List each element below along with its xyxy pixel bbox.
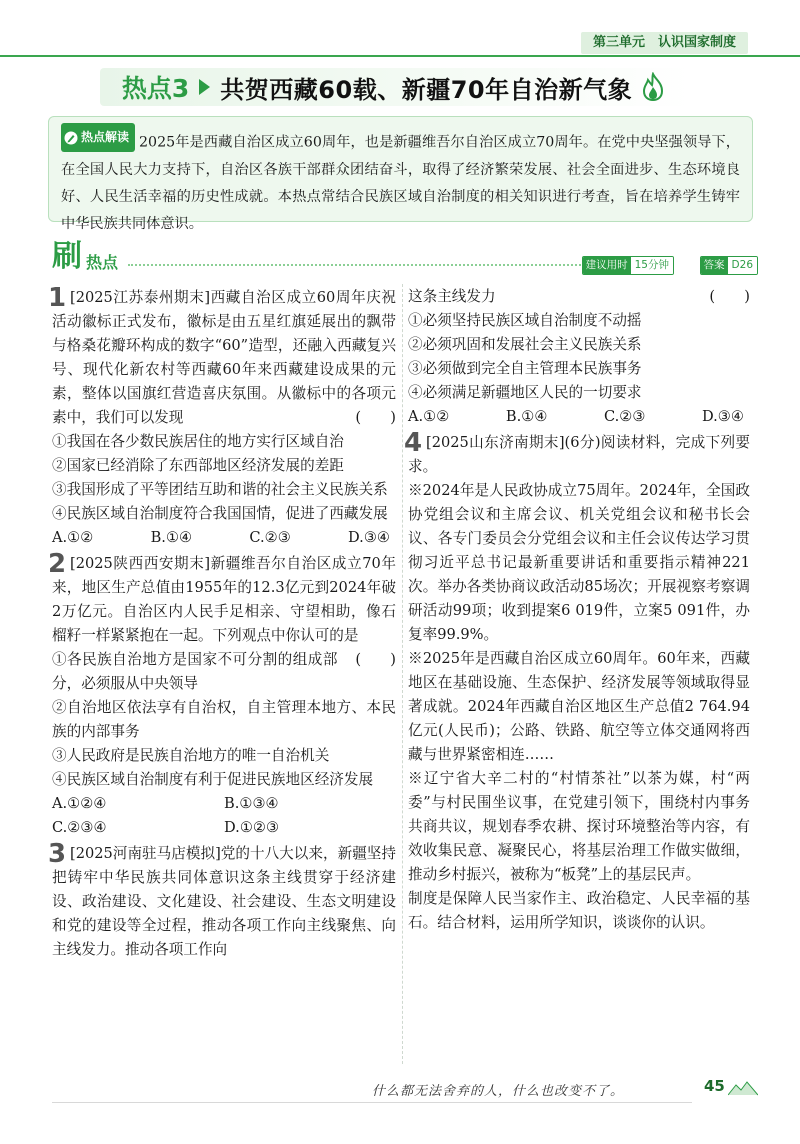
question-number: 2 (48, 549, 67, 579)
page-number: 45 (704, 1077, 725, 1095)
option-a[interactable]: A.①② (52, 529, 94, 546)
question-1 (48, 283, 396, 550)
material-2: ※2025年是西藏自治区成立60周年。60年来，西藏地区在基础设施、生态保护、经济发展等领域取得显著成就。2024年西藏自治区地区生产总值2 764.94亿元(人民币)；公路、铁路、航空等立体交通网将西藏与世界紧密相连…… (408, 650, 750, 763)
answer-bracket: ( ) (355, 409, 396, 426)
intro-tag (61, 123, 135, 152)
question-stem: [2025江苏泰州期末]西藏自治区成立60周年庆祝活动徽标正式发布，徽标是由五星红旗延展出的飘带与格桑花瓣环构成的数字“60”造型，还融入西藏复兴号、现代化新农村等西藏60年来西藏建设成果的元素，整体以国旗红营造喜庆氛围。从徽标中的各项元素中，我们可以发现 (52, 289, 396, 426)
statement: ③人民政府是民族自治地方的唯一自治机关 (52, 747, 330, 764)
question-stem: [2025河南驻马店模拟]党的十八大以来，新疆坚持把铸牢中华民族共同体意识这条主线贯穿于经济建设、政治建设、文化建设、社会建设、生态文明建设和党的建设等全过程，推动各项工作向主线聚焦、向主线发力。推动各项工作向 (52, 845, 396, 958)
material-3: ※辽宁省大辛二村的“村情茶社”以茶为媒，村“两委”与村民围坐议事，在党建引领下，围绕村内事务共商共议，规划春季农耕、探讨环境整治等内容，有效收集民意、凝聚民心，将基层治理工作做实做细，推动乡村振兴，被称为“板凳”上的基层民声。 (408, 770, 750, 883)
option-d[interactable]: D.③④ (348, 529, 390, 546)
question-4 (404, 428, 750, 935)
statement: ②自治地区依法享有自治权，自主管理本地方、本民族的内部事务 (52, 699, 396, 740)
intro-text: 2025年是西藏自治区成立60周年，也是新疆维吾尔自治区成立70周年。在党中央坚强领导下，在全国人民大力支持下，自治区各族干部群众团结奋斗，取得了经济繁荣发展、社会全面进步、生态环境良好、人民生活幸福的历史性成就。本热点常结合民族区域自治制度的相关知识进行考查，旨在培养学生铸牢中华民族共同体意识。 (61, 134, 740, 232)
statement: ①我国在各少数民族居住的地方实行区域自治 (52, 433, 344, 450)
answer-bracket: ( ) (355, 651, 396, 668)
title-text: 共贺西藏60载、新疆70年自治新气象 (220, 75, 633, 104)
option-c[interactable]: C.②③ (603, 408, 646, 425)
footer-quote: 什么都无法舍弃的人，什么也改变不了。 (372, 1084, 625, 1099)
question-number: 1 (48, 283, 67, 313)
question-stem: [2025陕西西安期末]新疆维吾尔自治区成立70年来，地区生产总值由1955年的12.3亿元到2024年破2万亿元。自治区内人民手足相亲、守望相助，像石榴籽一样紧紧抱在一起。下列观点中你认可的是 (52, 555, 396, 644)
question-stem-continued: 这条主线发力 (408, 288, 496, 305)
option-c[interactable]: C.②③ (249, 529, 291, 546)
section-head (52, 240, 758, 274)
statement: ④必须满足新疆地区人民的一切要求 (408, 384, 642, 401)
left-column (48, 283, 396, 962)
option-b[interactable]: B.①④ (505, 408, 548, 425)
answer-ref: 答案 D26 (700, 256, 758, 275)
question-3 (48, 839, 396, 962)
intro-tag-label: 热点解读 (81, 130, 130, 144)
footer-rule (52, 1102, 692, 1103)
material-1: ※2024年是人民政协成立75周年。2024年，全国政协党组会议和主席会议、机关党组会议和秘书长会议、各专门委员会分党组会议和主任会议传达学习贯彻习近平总书记最新重要讲话和重要指示精神221次。举办各类协商议政活动85场次；开展视察考察调研活动99项；收到提案6 019件，立案5 091件，办复率99.9%。 (408, 482, 750, 643)
option-b[interactable]: B.①④ (150, 529, 193, 546)
suggested-time: 建议用时 15分钟 (582, 256, 674, 275)
play-arrow-icon (199, 79, 210, 95)
right-column (404, 285, 750, 935)
option-a[interactable]: A.①②④ (52, 795, 107, 812)
statement: ④民族区域自治制度有利于促进民族地区经济发展 (52, 771, 374, 788)
option-d[interactable]: D.③④ (701, 408, 744, 425)
flame-icon (638, 72, 668, 102)
statement: ③我国形成了平等团结互助和谐的社会主义民族关系 (52, 481, 388, 498)
shua-char: 刷 (52, 239, 82, 274)
question-stem: [2025山东济南期末](6分)阅读材料，完成下列要求。 (408, 434, 750, 475)
question-number: 3 (48, 839, 67, 869)
statement: ①必须坚持民族区域自治制度不动摇 (408, 312, 642, 329)
page-header (0, 30, 800, 60)
option-d[interactable]: D.①②③ (224, 819, 280, 836)
options (408, 405, 750, 429)
answer-bracket: ( ) (709, 288, 750, 305)
option-b[interactable]: B.①③④ (224, 795, 279, 812)
hotspot-title (100, 68, 690, 106)
column-divider (402, 284, 403, 1064)
question-2 (48, 549, 396, 840)
pen-icon (64, 131, 78, 145)
dotted-divider (128, 264, 588, 266)
statement: ①各民族自治地方是国家不可分割的组成部分，必须服从中央领导 (52, 651, 338, 692)
header-rule (0, 55, 800, 57)
hotspot-intro (48, 116, 753, 232)
option-a[interactable]: A.①② (408, 408, 450, 425)
options (52, 526, 396, 550)
statement: ②国家已经消除了东西部地区经济发展的差距 (52, 457, 344, 474)
options (52, 792, 396, 840)
question-task: 制度是保障人民当家作主、政治稳定、人民幸福的基石。结合材料，运用所学知识，谈谈你的认识。 (408, 890, 750, 931)
mountain-decoration-icon (728, 1078, 758, 1096)
statement: ②必须巩固和发展社会主义民族关系 (408, 336, 642, 353)
section-label: 热点 (86, 253, 119, 272)
statement: ④民族区域自治制度符合我国国情，促进了西藏发展 (52, 505, 388, 522)
question-number: 4 (404, 428, 423, 458)
option-c[interactable]: C.②③④ (52, 819, 107, 836)
question-3-continued (408, 285, 750, 429)
unit-label: 第三单元 认识国家制度 (581, 32, 748, 54)
hotspot-number: 热点3 (121, 74, 190, 103)
statement: ③必须做到完全自主管理本民族事务 (408, 360, 642, 377)
